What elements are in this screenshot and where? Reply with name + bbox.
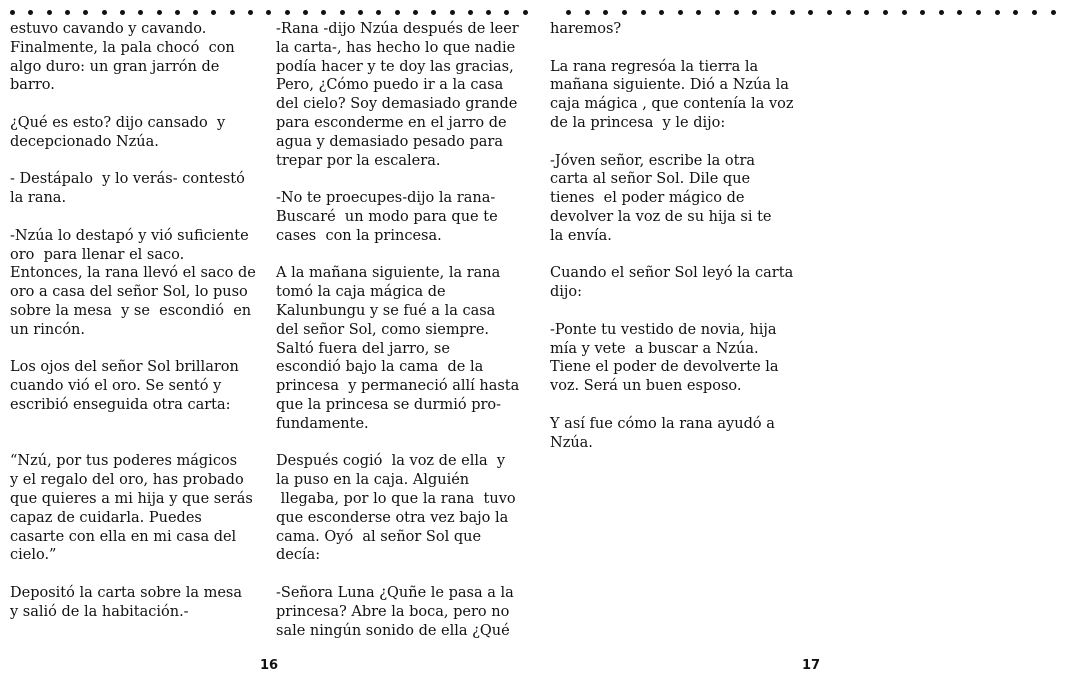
left-page-column-1: estuvo cavando y cavando. Finalmente, la pala chocó con algo duro: un gran jarrón de barro. ¿Qué es esto? dijo cansado y decepcionado Nzúa. - Destápalo y lo verás- contestó la rana. -Nzúa lo destapó y vió suficiente oro para llenar el saco. Entonces, la rana llevó el saco de oro a casa del señor Sol, lo puso sobre la mesa y se escondió en un rincón. Los ojos del señor Sol brillaron cuando vió el oro. Se sentó y escribió enseguida otra carta: “Nzú, por tus poderes mágicos y el regalo del oro, has probado que quieres a mi hija y que serás capaz de cuidarla. Puedes casarte con ella en mi casa del cielo.” Depositó la carta sobre la mesa y salió de la habitación.- xyxy=(10,21,256,620)
border-dot xyxy=(486,10,491,15)
border-dot xyxy=(28,10,33,15)
border-dot xyxy=(523,10,528,15)
border-dot xyxy=(175,10,180,15)
border-dot xyxy=(790,10,795,15)
border-dot xyxy=(83,10,88,15)
border-dot xyxy=(622,10,627,15)
border-dot xyxy=(1013,10,1018,15)
border-dot xyxy=(734,10,739,15)
border-dot xyxy=(321,10,326,15)
border-dot xyxy=(504,10,509,15)
border-dot xyxy=(603,10,608,15)
border-dot xyxy=(678,10,683,15)
border-dot xyxy=(827,10,832,15)
border-dot xyxy=(808,10,813,15)
border-dot xyxy=(65,10,70,15)
border-dot xyxy=(715,10,720,15)
border-dot xyxy=(211,10,216,15)
border-dot xyxy=(995,10,1000,15)
border-dot xyxy=(193,10,198,15)
border-dot xyxy=(902,10,907,15)
border-dot xyxy=(883,10,888,15)
border-dot xyxy=(939,10,944,15)
border-dot xyxy=(120,10,125,15)
border-dot xyxy=(248,10,253,15)
border-dot xyxy=(468,10,473,15)
border-dot xyxy=(450,10,455,15)
left-page-column-2: -Rana -dijo Nzúa después de leer la carta-, has hecho lo que nadie podía hacer y te doy las gracias, Pero, ¿Cómo puedo ir a la casa del cielo? Soy demasiado grande para esconderme en el jarro de agua y demasiado pesado para trepar por la escalera. -No te proecupes-dijo la rana- Buscaré un modo para que te cases con la princesa. A la mañana siguiente, la rana tomó la caja mágica de Kalunbungu y se fué a la casa del señor Sol, como siempre. Saltó fuera del jarro, se escondió bajo la cama de la princesa y permaneció allí hasta que la princesa se durmió pro- fundamente. Después cogió la voz de ella y la puso en la caja. Alguién llegaba, por lo que la rana tuvo que esconderse otra vez bajo la cama. Oyó al señor Sol que decía: -Señora Luna ¿Quñe le pasa a la princesa? Abre la boca, pero no sale ningún sonido de ella ¿Qué xyxy=(276,21,520,639)
border-dot xyxy=(659,10,664,15)
border-dot xyxy=(696,10,701,15)
border-dot xyxy=(920,10,925,15)
left-page-number: 16 xyxy=(260,658,279,673)
border-dot xyxy=(395,10,400,15)
border-dot xyxy=(771,10,776,15)
border-dot xyxy=(641,10,646,15)
border-dot xyxy=(376,10,381,15)
border-dot xyxy=(266,10,271,15)
border-dot xyxy=(431,10,436,15)
border-dot xyxy=(10,10,15,15)
left-page-dotted-border xyxy=(10,6,528,18)
border-dot xyxy=(230,10,235,15)
border-dot xyxy=(957,10,962,15)
border-dot xyxy=(157,10,162,15)
border-dot xyxy=(976,10,981,15)
right-page-dotted-border xyxy=(566,6,1056,18)
border-dot xyxy=(585,10,590,15)
border-dot xyxy=(1051,10,1056,15)
border-dot xyxy=(413,10,418,15)
border-dot xyxy=(358,10,363,15)
border-dot xyxy=(864,10,869,15)
border-dot xyxy=(285,10,290,15)
border-dot xyxy=(138,10,143,15)
right-page-column-1: haremos? La rana regresóa la tierra la mañana siguiente. Dió a Nzúa la caja mágica , que contenía la voz de la princesa y le dijo: -Jóven señor, escribe la otra carta al señor Sol. Dile que tienes el poder mágico de devolver la voz de su hija si te la envía. Cuando el señor Sol leyó la carta dijo: -Ponte tu vestido de novia, hija mía y vete a buscar a Nzúa. Tiene el poder de devolverte la voz. Será un buen esposo. Y así fue cómo la rana ayudó a Nzúa. xyxy=(550,21,794,451)
border-dot xyxy=(303,10,308,15)
border-dot xyxy=(102,10,107,15)
border-dot xyxy=(846,10,851,15)
border-dot xyxy=(1032,10,1037,15)
border-dot xyxy=(47,10,52,15)
border-dot xyxy=(752,10,757,15)
border-dot xyxy=(340,10,345,15)
right-page-number: 17 xyxy=(802,658,821,673)
border-dot xyxy=(566,10,571,15)
